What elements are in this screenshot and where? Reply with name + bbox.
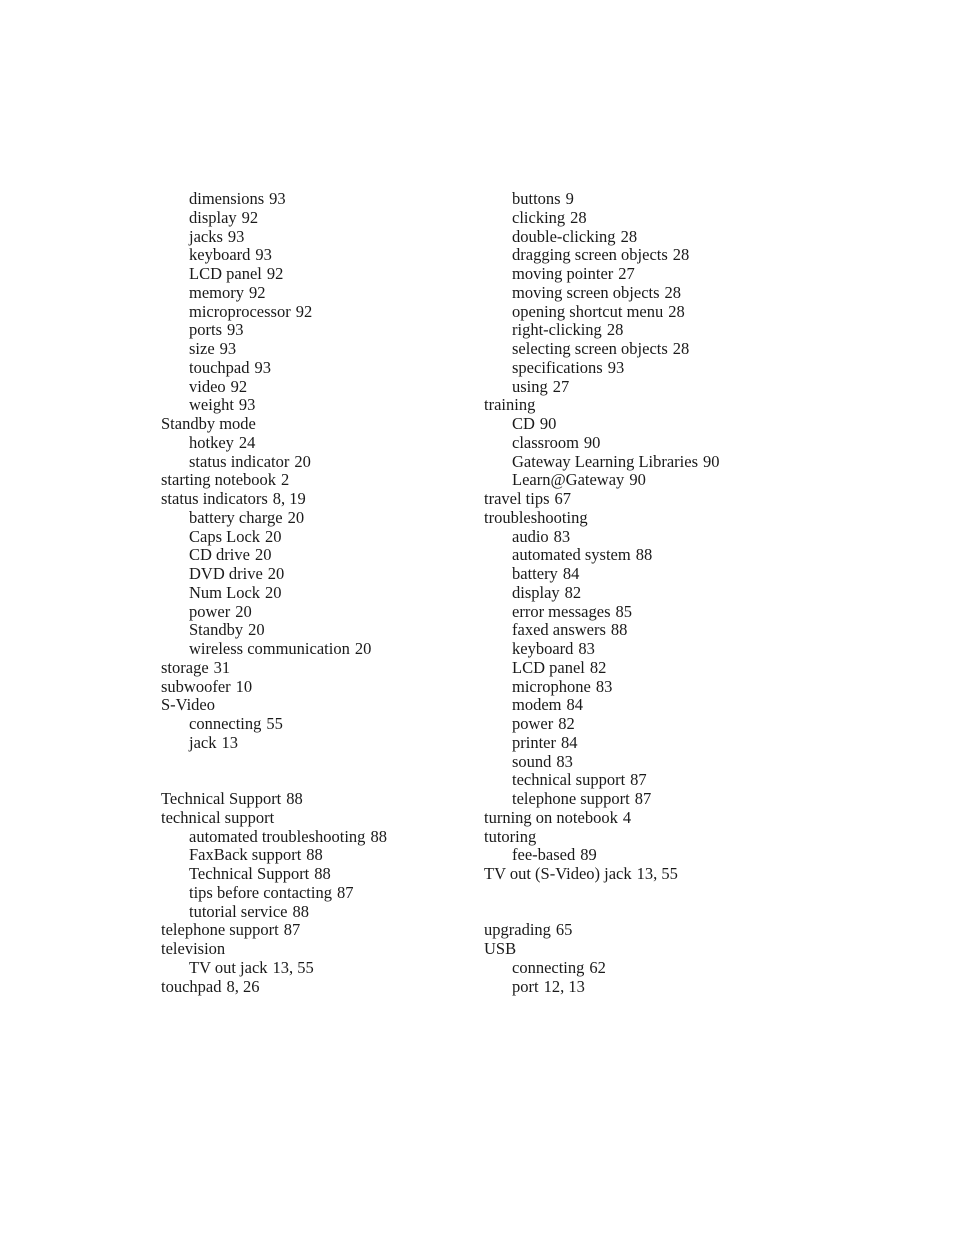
- index-subentry: [484, 640, 794, 659]
- index-page-numbers: 12, 13: [543, 976, 585, 996]
- index-term: battery charge: [189, 507, 283, 527]
- index-subentry: [484, 696, 794, 715]
- index-term: Learn@Gateway: [512, 470, 625, 490]
- index-term: touchpad: [189, 357, 250, 377]
- index-subentry: [161, 884, 471, 903]
- index-page-numbers: 8, 19: [272, 489, 306, 508]
- index-entry: [484, 490, 794, 509]
- index-page-numbers: 28: [606, 320, 624, 340]
- index-subentry: [484, 959, 794, 978]
- index-entry: [161, 678, 471, 697]
- index-term: tips before contacting: [189, 882, 332, 902]
- index-page-numbers: 28: [620, 226, 638, 246]
- index-term: modem: [512, 695, 562, 715]
- index-term: video: [189, 376, 226, 396]
- index-subentry: [484, 621, 794, 640]
- index-entry: [161, 809, 471, 828]
- index-term: starting notebook: [161, 470, 277, 490]
- letter-group-gap: [484, 884, 794, 922]
- index-entry: [161, 659, 471, 678]
- index-term: double-clicking: [512, 226, 616, 246]
- index-entry: [484, 509, 794, 528]
- index-entry: [484, 396, 794, 415]
- index-page-numbers: 85: [615, 601, 633, 621]
- index-page-numbers: 13, 55: [636, 864, 678, 883]
- index-page-numbers: 27: [618, 264, 635, 283]
- index-term: FaxBack support: [189, 845, 302, 865]
- index-term: automated troubleshooting: [189, 826, 366, 846]
- index-term: status indicator: [189, 451, 290, 471]
- index-subentry: [484, 321, 794, 340]
- index-page-numbers: 13, 55: [272, 957, 314, 977]
- index-subentry: [484, 415, 794, 434]
- index-subentry: [484, 340, 794, 359]
- index-page-numbers: 20: [267, 564, 285, 583]
- index-page-numbers: 20: [294, 451, 311, 471]
- index-subentry: [484, 790, 794, 809]
- index-term: specifications: [512, 357, 603, 377]
- index-term: S-Video: [161, 695, 216, 715]
- index-term: subwoofer: [161, 676, 231, 696]
- index-subentry: [484, 246, 794, 265]
- index-page-numbers: 93: [254, 357, 271, 377]
- index-page-numbers: 88: [635, 545, 653, 565]
- index-term: storage: [161, 657, 209, 677]
- index-term: connecting: [189, 714, 262, 733]
- index-term: tutorial service: [189, 901, 288, 921]
- index-page-numbers: 88: [286, 789, 303, 808]
- index-term: classroom: [512, 432, 579, 452]
- index-subentry: [161, 621, 471, 640]
- index-term: CD: [512, 414, 535, 433]
- index-term: technical support: [512, 770, 626, 790]
- index-page-numbers: 62: [589, 957, 606, 977]
- index-page-numbers: 88: [370, 826, 387, 846]
- index-page-numbers: 92: [266, 264, 284, 283]
- index-page-numbers: 93: [255, 245, 272, 265]
- index-page-numbers: 93: [607, 357, 625, 377]
- index-term: turning on notebook: [484, 807, 618, 827]
- index-term: clicking: [512, 207, 566, 227]
- index-page-numbers: 20: [254, 545, 272, 565]
- index-term: telephone support: [161, 920, 279, 940]
- index-term: selecting screen objects: [512, 339, 668, 358]
- index-term: power: [512, 714, 554, 733]
- index-page-numbers: 87: [283, 920, 301, 940]
- index-page-numbers: 92: [230, 376, 248, 396]
- index-subentry: [161, 190, 471, 209]
- index-subentry: [161, 209, 471, 228]
- index-page-numbers: 83: [595, 676, 613, 696]
- index-term: power: [189, 601, 231, 621]
- index-term: size: [189, 339, 215, 358]
- index-page-numbers: 24: [238, 432, 256, 452]
- index-subentry: [161, 434, 471, 453]
- index-term: display: [512, 582, 560, 602]
- index-term: LCD panel: [512, 657, 585, 677]
- index-entry: [161, 940, 471, 959]
- index-subentry: [161, 396, 471, 415]
- index-page-numbers: 20: [235, 601, 252, 621]
- index-subentry: [161, 846, 471, 865]
- index-term: Technical Support: [161, 789, 282, 808]
- index-page-numbers: 27: [552, 376, 570, 396]
- index-page-numbers: 92: [249, 282, 266, 302]
- index-subentry: [161, 734, 471, 753]
- index-term: audio: [512, 526, 549, 546]
- index-page-numbers: 90: [583, 432, 601, 452]
- index-term: fee-based: [512, 845, 576, 865]
- index-page-numbers: 90: [703, 451, 720, 471]
- index-subentry: [484, 265, 794, 284]
- letter-group-gap: [161, 753, 471, 791]
- index-page-numbers: 67: [554, 489, 572, 508]
- index-subentry: [161, 959, 471, 978]
- index-subentry: [161, 546, 471, 565]
- index-subentry: [161, 715, 471, 734]
- index-page-numbers: 93: [269, 189, 286, 208]
- index-page-numbers: 87: [634, 789, 652, 808]
- index-page-numbers: 89: [580, 845, 597, 865]
- index-subentry: [161, 340, 471, 359]
- index-term: upgrading: [484, 920, 551, 940]
- index-page-numbers: 83: [553, 526, 571, 546]
- index-term: connecting: [512, 957, 585, 977]
- index-subentry: [161, 453, 471, 472]
- index-page-numbers: 31: [213, 657, 231, 677]
- index-subentry: [161, 246, 471, 265]
- index-page-numbers: 20: [265, 582, 282, 602]
- index-term: buttons: [512, 189, 561, 208]
- index-term: Caps Lock: [189, 526, 261, 546]
- index-page-numbers: 88: [306, 845, 323, 865]
- index-page-numbers: 8, 26: [226, 976, 260, 996]
- index-term: telephone support: [512, 789, 630, 808]
- index-entry: [484, 940, 794, 959]
- index-page-numbers: 90: [629, 470, 646, 490]
- index-page-numbers: 92: [295, 301, 313, 321]
- index-subentry: [161, 603, 471, 622]
- index-entry: [161, 978, 471, 997]
- index-term: printer: [512, 732, 556, 752]
- index-term: weight: [189, 395, 234, 415]
- index-subentry: [484, 734, 794, 753]
- index-entry: [161, 696, 471, 715]
- index-page-numbers: 28: [672, 245, 690, 265]
- index-subentry: [161, 265, 471, 284]
- index-entry: [161, 415, 471, 434]
- index-page-numbers: 65: [555, 920, 573, 940]
- index-subentry: [484, 228, 794, 247]
- index-page-numbers: 93: [227, 320, 244, 340]
- index-term: moving screen objects: [512, 282, 660, 302]
- index-term: television: [161, 939, 226, 958]
- index-page-numbers: 9: [565, 189, 574, 208]
- index-term: technical support: [161, 807, 275, 827]
- index-term: keyboard: [512, 639, 574, 658]
- index-subentry: [484, 471, 794, 490]
- index-term: Gateway Learning Libraries: [512, 451, 698, 471]
- index-subentry: [484, 303, 794, 322]
- index-subentry: [484, 453, 794, 472]
- index-page-numbers: 84: [566, 695, 583, 715]
- index-page-numbers: 28: [668, 301, 685, 321]
- index-subentry: [484, 546, 794, 565]
- index-page-numbers: 88: [314, 864, 331, 883]
- index-term: troubleshooting: [484, 507, 588, 527]
- index-page-numbers: 28: [570, 207, 587, 227]
- index-entry: [484, 828, 794, 847]
- index-subentry: [161, 640, 471, 659]
- index-entry: [161, 921, 471, 940]
- index-entry: [161, 490, 471, 509]
- index-subentry: [484, 753, 794, 772]
- index-term: USB: [484, 939, 517, 958]
- index-term: using: [512, 376, 548, 396]
- index-page-numbers: 93: [238, 395, 256, 415]
- index-page-numbers: 88: [610, 620, 628, 640]
- index-term: port: [512, 976, 539, 996]
- index-page-numbers: 88: [292, 901, 310, 921]
- index-subentry: [484, 584, 794, 603]
- index-subentry: [484, 190, 794, 209]
- index-page-numbers: 87: [336, 882, 354, 902]
- index-page-numbers: 93: [227, 226, 245, 246]
- index-page-numbers: 82: [558, 714, 575, 733]
- index-subentry: [484, 678, 794, 697]
- index-term: automated system: [512, 545, 631, 565]
- index-subentry: [484, 978, 794, 997]
- index-term: tutoring: [484, 826, 537, 846]
- index-term: CD drive: [189, 545, 250, 565]
- index-subentry: [161, 509, 471, 528]
- index-term: Standby mode: [161, 414, 256, 433]
- index-page-numbers: 2: [281, 470, 290, 490]
- index-term: microphone: [512, 676, 591, 696]
- index-term: battery: [512, 564, 558, 583]
- index-entry: [484, 809, 794, 828]
- index-term: Num Lock: [189, 582, 261, 602]
- index-term: dragging screen objects: [512, 245, 668, 265]
- index-page-numbers: 90: [539, 414, 557, 433]
- index-page-numbers: 28: [664, 282, 682, 302]
- index-term: travel tips: [484, 489, 550, 508]
- index-page-numbers: 20: [265, 526, 282, 546]
- index-term: display: [189, 207, 237, 227]
- index-subentry: [161, 528, 471, 547]
- index-subentry: [484, 378, 794, 397]
- index-subentry: [484, 846, 794, 865]
- index-subentry: [161, 565, 471, 584]
- index-term: TV out (S-Video) jack: [484, 864, 632, 883]
- index-subentry: [161, 378, 471, 397]
- index-subentry: [161, 903, 471, 922]
- index-subentry: [161, 284, 471, 303]
- index-page-numbers: 87: [630, 770, 647, 790]
- index-column-right: [484, 190, 794, 996]
- index-page-numbers: 20: [248, 620, 265, 640]
- index-subentry: [484, 603, 794, 622]
- index-subentry: [484, 284, 794, 303]
- index-page-numbers: 93: [219, 339, 237, 358]
- index-subentry: [161, 828, 471, 847]
- index-subentry: [484, 359, 794, 378]
- index-term: LCD panel: [189, 264, 262, 283]
- index-term: dimensions: [189, 189, 265, 208]
- index-term: opening shortcut menu: [512, 301, 664, 321]
- index-term: right-clicking: [512, 320, 602, 340]
- index-term: memory: [189, 282, 244, 302]
- index-entry: [484, 921, 794, 940]
- index-term: faxed answers: [512, 620, 606, 640]
- index-term: error messages: [512, 601, 611, 621]
- index-page-numbers: 92: [241, 207, 259, 227]
- index-page-numbers: 82: [589, 657, 607, 677]
- index-term: Technical Support: [189, 864, 310, 883]
- index-page-numbers: 83: [578, 639, 595, 658]
- index-term: microprocessor: [189, 301, 291, 321]
- index-term: DVD drive: [189, 564, 263, 583]
- index-subentry: [161, 359, 471, 378]
- index-term: jack: [189, 732, 217, 752]
- index-subentry: [484, 434, 794, 453]
- index-term: touchpad: [161, 976, 222, 996]
- index-subentry: [484, 659, 794, 678]
- index-entry: [161, 790, 471, 809]
- index-subentry: [484, 209, 794, 228]
- index-page-numbers: 4: [622, 807, 632, 827]
- index-page-numbers: 20: [354, 639, 372, 658]
- index-entry: [484, 865, 794, 884]
- index-subentry: [484, 565, 794, 584]
- index-page-numbers: 55: [266, 714, 283, 733]
- index-subentry: [484, 715, 794, 734]
- index-subentry: [161, 303, 471, 322]
- index-subentry: [484, 528, 794, 547]
- index-subentry: [484, 771, 794, 790]
- index-term: ports: [189, 320, 222, 340]
- index-subentry: [161, 321, 471, 340]
- index-page-numbers: 84: [562, 564, 580, 583]
- index-term: Standby: [189, 620, 244, 640]
- index-term: keyboard: [189, 245, 251, 265]
- index-term: wireless communication: [189, 639, 350, 658]
- index-page-numbers: 84: [560, 732, 578, 752]
- index-page-numbers: 10: [235, 676, 253, 696]
- index-page-numbers: 20: [287, 507, 305, 527]
- index-subentry: [161, 865, 471, 884]
- index-entry: [161, 471, 471, 490]
- index-term: hotkey: [189, 432, 234, 452]
- index-term: sound: [512, 751, 552, 771]
- index-subentry: [161, 228, 471, 247]
- index-page-numbers: 28: [672, 339, 690, 358]
- index-page-numbers: 13: [221, 732, 238, 752]
- index-column-left: [161, 190, 471, 996]
- index-term: TV out jack: [189, 957, 268, 977]
- index-term: training: [484, 395, 536, 415]
- index-term: status indicators: [161, 489, 268, 508]
- index-term: moving pointer: [512, 264, 614, 283]
- index-page-numbers: 82: [564, 582, 582, 602]
- index-term: jacks: [189, 226, 223, 246]
- index-subentry: [161, 584, 471, 603]
- index-page-numbers: 83: [556, 751, 573, 771]
